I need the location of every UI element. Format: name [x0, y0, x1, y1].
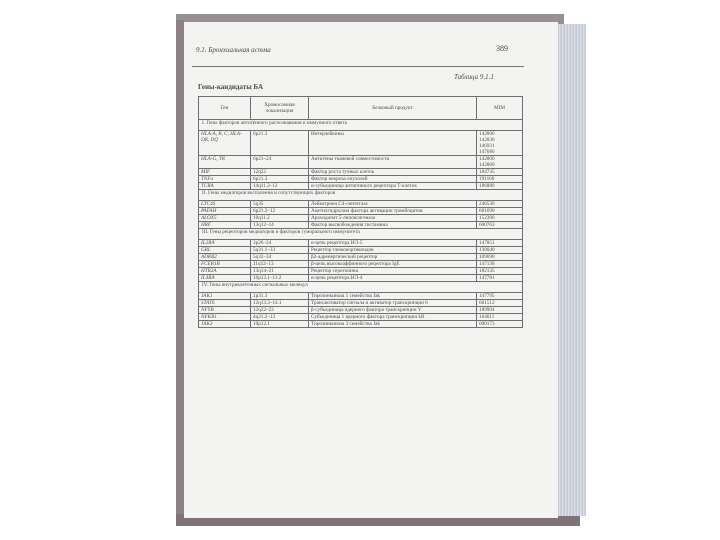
gene-cell: FCER1B — [199, 261, 251, 268]
protein-cell: α-цепь рецептора ИЛ-4 — [309, 275, 477, 282]
mim-cell: 182135 — [477, 268, 523, 275]
locus-cell: 5q31.1–33 — [251, 247, 309, 254]
table-header-row — [199, 97, 523, 120]
locus-cell: 1p31.3 — [251, 293, 309, 300]
protein-cell: α-цепь рецептора ИЛ-5 — [309, 240, 477, 247]
mim-cell: 147138 — [477, 261, 523, 268]
locus-cell: 13q12–14 — [251, 222, 309, 229]
locus-cell: 5q32–34 — [251, 254, 309, 261]
table-row — [199, 293, 523, 300]
mim-cell: 600173 — [477, 321, 523, 328]
protein-cell: Арахидонат 5-липоксигеназа — [309, 215, 477, 222]
gene-cell: TNFa — [199, 176, 251, 183]
table-row — [199, 247, 523, 254]
gene-cell: LTC4S — [199, 201, 251, 208]
protein-cell: β2-адренергический рецептор — [309, 254, 477, 261]
locus-cell: 6p21.3 — [251, 176, 309, 183]
mim-cell: 246530 — [477, 201, 523, 208]
table-row — [199, 183, 523, 190]
table-row — [199, 169, 523, 176]
mim-cell: 152390 — [477, 215, 523, 222]
mim-cell: 601690 — [477, 208, 523, 215]
locus-cell: 12q22–23 — [251, 307, 309, 314]
running-head: 9.1. Бронхиальная астма — [196, 46, 271, 54]
gene-cell: TCRA — [199, 183, 251, 190]
mim-cell: 109690 — [477, 254, 523, 261]
mim-cell: 164011 — [477, 314, 523, 321]
table-row — [199, 275, 523, 282]
gene-cell: ALOX5 — [199, 215, 251, 222]
protein-cell: Тирозинкиназа 1 семейства Jak — [309, 293, 477, 300]
gene-cell: HRF — [199, 222, 251, 229]
section-title: IV. Гены внутриклеточных сигнальных молекул — [199, 282, 523, 293]
locus-cell: 10q11.2 — [251, 215, 309, 222]
protein-cell: Субъединица 1 ядерного фактора транскрипции kB — [309, 314, 477, 321]
gene-cell: GRL — [199, 247, 251, 254]
locus-cell: 6p21.2–12 — [251, 208, 309, 215]
protein-cell: Лейкотриен С4-синтетаза — [309, 201, 477, 208]
table-section-row — [199, 229, 523, 240]
locus-cell: 12q22 — [251, 169, 309, 176]
gene-cell: MIF — [199, 169, 251, 176]
section-title: II. Гены медиаторов воспаления и сопутствующих факторов — [199, 190, 523, 201]
gene-cell: NFYB — [199, 307, 251, 314]
protein-cell: Фактор некроза опухолей — [309, 176, 477, 183]
protein-cell: β-субъединица ядерного фактора транскрипции Y — [309, 307, 477, 314]
protein-cell: Трансактиватор сигнала и активатор транскрипции 6 — [309, 300, 477, 307]
table-row — [199, 131, 523, 156]
gene-cell: HTR2A — [199, 268, 251, 275]
page-number: 389 — [496, 44, 508, 53]
section-title: I. Гены факторов антигенного распознавания и иммунного ответа — [199, 120, 523, 131]
gene-cell: NFKB1 — [199, 314, 251, 321]
header-gene: Ген — [199, 97, 251, 120]
table-row — [199, 321, 523, 328]
locus-cell: 13q14–21 — [251, 268, 309, 275]
protein-cell: Ацетилгидролаза фактора активации тромбоцитов — [309, 208, 477, 215]
gene-cell: HLA-A, B, C, HLA-DR, DQ — [199, 131, 251, 156]
protein-cell: Рецептор серотонина — [309, 268, 477, 275]
locus-cell: 19p12.1 — [251, 321, 309, 328]
table-row — [199, 215, 523, 222]
mim-cell: 147795 — [477, 293, 523, 300]
table-row — [199, 176, 523, 183]
mim-cell: 191160 — [477, 176, 523, 183]
mim-cell: 142800 142830 146931 147680 — [477, 131, 523, 156]
table-row — [199, 307, 523, 314]
header-rule — [192, 66, 524, 67]
mim-cell: 147851 — [477, 240, 523, 247]
gene-cell: STAT6 — [199, 300, 251, 307]
mim-cell: 142800 142860 — [477, 156, 523, 169]
locus-cell: 6p21–24 — [251, 156, 309, 169]
gene-cell: IL4RA — [199, 275, 251, 282]
table-row — [199, 208, 523, 215]
gene-cell: HLA-G, TR — [199, 156, 251, 169]
protein-cell: Тирозинкиназа 3 семейства Jak — [309, 321, 477, 328]
header-mim: MIM — [477, 97, 523, 120]
protein-cell: Фактор высвобождения гистамина — [309, 222, 477, 229]
book-shadow-left — [176, 20, 184, 526]
mim-cell: 186880 — [477, 183, 523, 190]
table-section-row — [199, 190, 523, 201]
locus-cell: 16p12.1–11.2 — [251, 275, 309, 282]
mim-cell: 147781 — [477, 275, 523, 282]
gene-table-body — [199, 120, 523, 328]
book-page — [184, 22, 558, 518]
gene-table — [198, 96, 523, 328]
mim-cell: 184745 — [477, 169, 523, 176]
locus-cell: 11q12–13 — [251, 261, 309, 268]
gene-cell: IL2RA — [199, 240, 251, 247]
table-row — [199, 201, 523, 208]
protein-cell: Фактор роста тучных клеток — [309, 169, 477, 176]
book-page-edges — [556, 24, 586, 516]
locus-cell: 3p26–24 — [251, 240, 309, 247]
table-row — [199, 314, 523, 321]
gene-cell: JAK3 — [199, 321, 251, 328]
mim-cell: 600763 — [477, 222, 523, 229]
table-row — [199, 300, 523, 307]
protein-cell: Интерлейкины — [309, 131, 477, 156]
gene-cell: PAFAH — [199, 208, 251, 215]
table-row — [199, 240, 523, 247]
table-section-row — [199, 120, 523, 131]
gene-cell: JAK1 — [199, 293, 251, 300]
mim-cell: 189904 — [477, 307, 523, 314]
table-row — [199, 261, 523, 268]
locus-cell: 5q35 — [251, 201, 309, 208]
mim-cell: 138040 — [477, 247, 523, 254]
section-title: III. Гены рецепторов медиаторов и факторов гуморального иммунитета — [199, 229, 523, 240]
header-locus: Хромосомная локализация — [251, 97, 309, 120]
header-protein: Белковый продукт — [309, 97, 477, 120]
table-row — [199, 222, 523, 229]
table-row — [199, 268, 523, 275]
locus-cell: 6p21.3 — [251, 131, 309, 156]
table-row — [199, 254, 523, 261]
protein-cell: Антигены тканевой совместимости — [309, 156, 477, 169]
table-label: Таблица 9.1.1 — [454, 73, 494, 81]
table-row — [199, 156, 523, 169]
locus-cell: 12q13.3–14.1 — [251, 300, 309, 307]
protein-cell: α-субъединица антигенного рецептора Т-клеток — [309, 183, 477, 190]
gene-cell: ADRB2 — [199, 254, 251, 261]
locus-cell: 4q21.2–13 — [251, 314, 309, 321]
protein-cell: β-цепь высокоаффинного рецептора IgE — [309, 261, 477, 268]
locus-cell: 14q11.2–12 — [251, 183, 309, 190]
table-title: Гены-кандидаты БА — [198, 83, 263, 91]
table-section-row — [199, 282, 523, 293]
protein-cell: Рецептор глюкокортикоидов — [309, 247, 477, 254]
mim-cell: 601512 — [477, 300, 523, 307]
